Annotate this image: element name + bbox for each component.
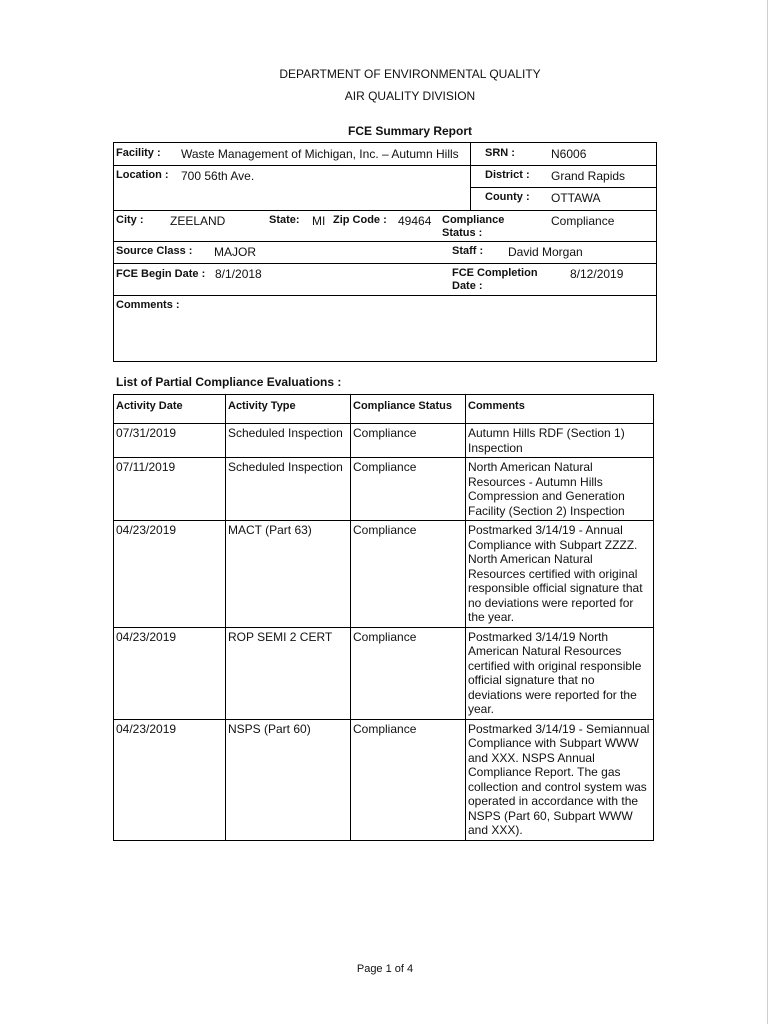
table-header-row — [114, 395, 654, 424]
divider — [114, 210, 656, 211]
comment: Postmarked 3/14/19 North American Natural Resources certified with original responsible official signature that no deviations were reported for the year. — [466, 627, 654, 719]
department-heading: DEPARTMENT OF ENVIRONMENTAL QUALITY — [279, 67, 541, 81]
col-compliance-status: Compliance Status — [351, 395, 466, 424]
activity-type: Scheduled Inspection — [226, 458, 351, 521]
pce-list-title: List of Partial Compliance Evaluations : — [116, 375, 342, 389]
divider — [470, 187, 656, 188]
srn-label: SRN : — [485, 147, 515, 159]
city-label: City : — [116, 214, 144, 226]
zip-label: Zip Code : — [333, 214, 387, 226]
city-value: ZEELAND — [170, 214, 226, 228]
source-class-label: Source Class : — [116, 245, 193, 257]
fce-begin-value: 8/1/2018 — [215, 267, 262, 281]
facility-label: Facility : — [116, 147, 161, 159]
srn-value: N6006 — [551, 147, 587, 161]
county-value: OTTAWA — [551, 191, 601, 205]
facility-value: Waste Management of Michigan, Inc. – Autumn Hills — [181, 147, 459, 161]
divider — [114, 295, 656, 296]
fce-completion-label: FCE Completion — [452, 267, 538, 279]
comments-label: Comments : — [116, 299, 180, 311]
compliance-status: Compliance — [351, 627, 466, 719]
table-row — [114, 458, 654, 521]
fce-begin-label: FCE Begin Date : — [116, 268, 206, 280]
source-class-value: MAJOR — [214, 245, 256, 259]
divider — [470, 143, 471, 210]
divider — [114, 165, 656, 166]
staff-label: Staff : — [452, 245, 484, 257]
fce-completion-label-2: Date : — [452, 280, 483, 292]
activity-date: 07/11/2019 — [114, 458, 226, 521]
activity-date: 07/31/2019 — [114, 424, 226, 458]
compliance-status-label: Compliance — [442, 214, 505, 226]
fce-completion-value: 8/12/2019 — [570, 267, 624, 281]
comment: Postmarked 3/14/19 - Semiannual Compliance with Subpart WWW and XXX. NSPS Annual Compliance Report. The gas collection and control system was operated in accordance with the NSPS (Part 60, Subpart WWW and XXX). — [466, 719, 654, 840]
page-number: Page 1 of 4 — [356, 963, 414, 975]
compliance-status: Compliance — [351, 719, 466, 840]
activity-type: Scheduled Inspection — [226, 424, 351, 458]
pce-table — [113, 394, 654, 841]
table-row — [114, 627, 654, 719]
divider — [114, 263, 656, 264]
compliance-status-value: Compliance — [551, 214, 615, 228]
activity-date: 04/23/2019 — [114, 719, 226, 840]
fce-summary-box — [113, 142, 657, 362]
comment: Autumn Hills RDF (Section 1) Inspection — [466, 424, 654, 458]
staff-value: David Morgan — [508, 245, 583, 259]
state-value: MI — [312, 214, 326, 228]
location-value: 700 56th Ave. — [181, 169, 255, 183]
comment: Postmarked 3/14/19 - Annual Compliance with Subpart ZZZZ. North American Natural Resources certified with original responsible official signature that no deviations were reported for the year. — [466, 521, 654, 628]
divider — [114, 241, 656, 242]
location-label: Location : — [116, 169, 169, 181]
division-heading: AIR QUALITY DIVISION — [344, 89, 476, 103]
district-label: District : — [485, 169, 530, 181]
activity-date: 04/23/2019 — [114, 627, 226, 719]
scan-edge — [767, 0, 768, 1024]
activity-type: ROP SEMI 2 CERT — [226, 627, 351, 719]
county-label: County : — [485, 191, 530, 203]
table-row — [114, 719, 654, 840]
activity-type: NSPS (Part 60) — [226, 719, 351, 840]
table-row — [114, 424, 654, 458]
col-activity-type: Activity Type — [226, 395, 351, 424]
table-row — [114, 521, 654, 628]
col-comments: Comments — [466, 395, 654, 424]
activity-date: 04/23/2019 — [114, 521, 226, 628]
state-label: State: — [269, 214, 300, 226]
activity-type: MACT (Part 63) — [226, 521, 351, 628]
comment: North American Natural Resources - Autumn Hills Compression and Generation Facility (Section 2) Inspection — [466, 458, 654, 521]
report-title: FCE Summary Report — [347, 124, 473, 138]
district-value: Grand Rapids — [551, 169, 626, 183]
compliance-status-label-2: Status : — [442, 227, 483, 239]
compliance-status: Compliance — [351, 424, 466, 458]
compliance-status: Compliance — [351, 458, 466, 521]
compliance-status: Compliance — [351, 521, 466, 628]
zip-value: 49464 — [398, 214, 432, 228]
col-activity-date: Activity Date — [114, 395, 226, 424]
